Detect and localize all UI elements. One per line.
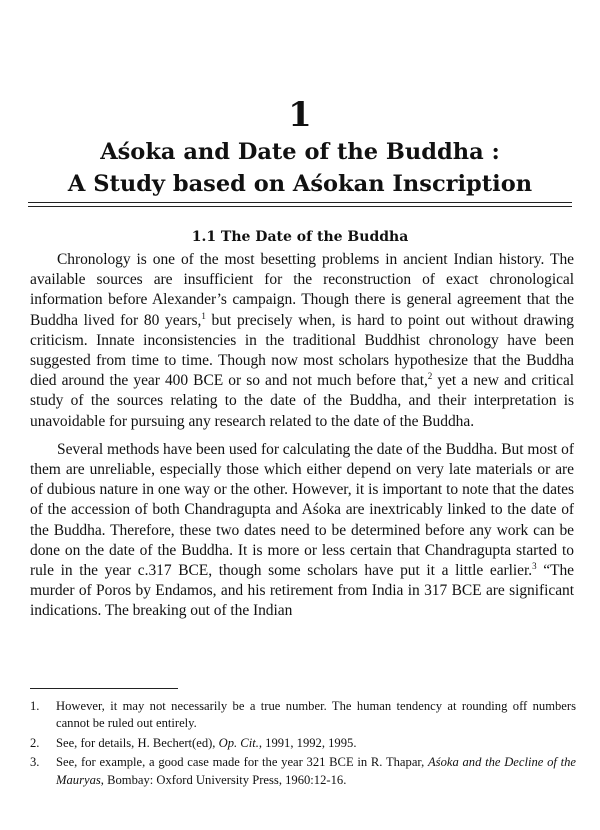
title-rule-bottom	[28, 206, 572, 207]
footnote-separator	[30, 688, 178, 689]
title-rule-top	[28, 202, 572, 203]
footnote-number: 2.	[30, 735, 40, 750]
footnote-text-post: , 1991, 1992, 1995.	[258, 735, 357, 750]
paragraph-1-text-c: yet a new and critical study of the sources relating to the date of the Buddha, and their interpretation is unavoidable for pursuing any research related to the date of the Buddha.	[30, 372, 574, 430]
chapter-title-line-2: A Study based on Aśokan Inscription	[67, 171, 533, 197]
footnote-text	[56, 754, 576, 789]
footnote-text	[56, 735, 576, 752]
footnote-item	[30, 754, 576, 789]
paragraph-2-text-a: Several methods have been used for calculating the date of the Buddha. But most of them are unreliable, especially those which either depend on very late materials or are of dubious nature in one way or the other. However, it is important to note that the dates of the accession of both Chandragupta and Aśoka are inextricably linked to the date of the Buddha. Therefore, these two dates need to be determined before any work can be done on the date of the Buddha. It is more or less certain that Chandragupta started to rule in the year c.317 BCE, though some scholars have put it a little earlier.	[30, 440, 574, 580]
paragraph-1-text-a: Chronology is one of the most besetting problems in ancient Indian history. The available sources are insufficient for the reconstruction of exact chronological information before Alexander’s campaign. Though there is general agreement that the Buddha lived for 80 years,	[30, 251, 574, 329]
footnote-text-pre: See, for example, a good case made for the year 321 BCE in R. Thapar,	[56, 755, 428, 770]
paragraph-2	[30, 440, 574, 622]
chapter-title-line-1: Aśoka and Date of the Buddha :	[100, 139, 500, 165]
footnote-item	[30, 698, 576, 733]
footnote-citation-italic: Op. Cit.	[218, 735, 259, 750]
footnote-text: However, it may not necessarily be a true number. The human tendency at rounding off numbers cannot be ruled out entirely.	[56, 699, 576, 731]
body-text	[30, 250, 574, 622]
footnote-ref-1[interactable]: 1	[201, 310, 206, 321]
footnote-text-pre: See, for details, H. Bechert(ed),	[56, 735, 219, 750]
footnotes	[30, 698, 576, 791]
paragraph-1-text-b: but precisely when, is hard to point out without drawing criticism. Innate inconsistencies in the traditional Buddhist chronology have been suggested from time to time. Though now most scholars hypothesize that the Buddha died around the year 400 BCE or so and not much before that,	[30, 311, 574, 390]
footnote-text-post: , Bombay: Oxford University Press, 1960:12-16.	[100, 772, 347, 787]
chapter-number: 1	[288, 95, 312, 135]
footnote-item	[30, 735, 576, 752]
footnote-number: 3.	[30, 755, 40, 770]
paragraph-2-text-b: “The murder of Poros by Endamos, and his retirement from India in 317 BCE are significant indications. The breaking out of the Indian	[30, 562, 574, 620]
paragraph-1	[30, 250, 574, 432]
footnote-citation-italic: Aśoka and the Decline of the Mauryas	[56, 755, 577, 787]
footnote-ref-2[interactable]: 2	[427, 371, 433, 382]
section-heading: 1.1 The Date of the Buddha	[191, 229, 409, 245]
footnote-ref-3[interactable]: 3	[532, 561, 537, 572]
footnote-number: 1.	[30, 699, 40, 713]
chapter-title	[0, 136, 600, 200]
